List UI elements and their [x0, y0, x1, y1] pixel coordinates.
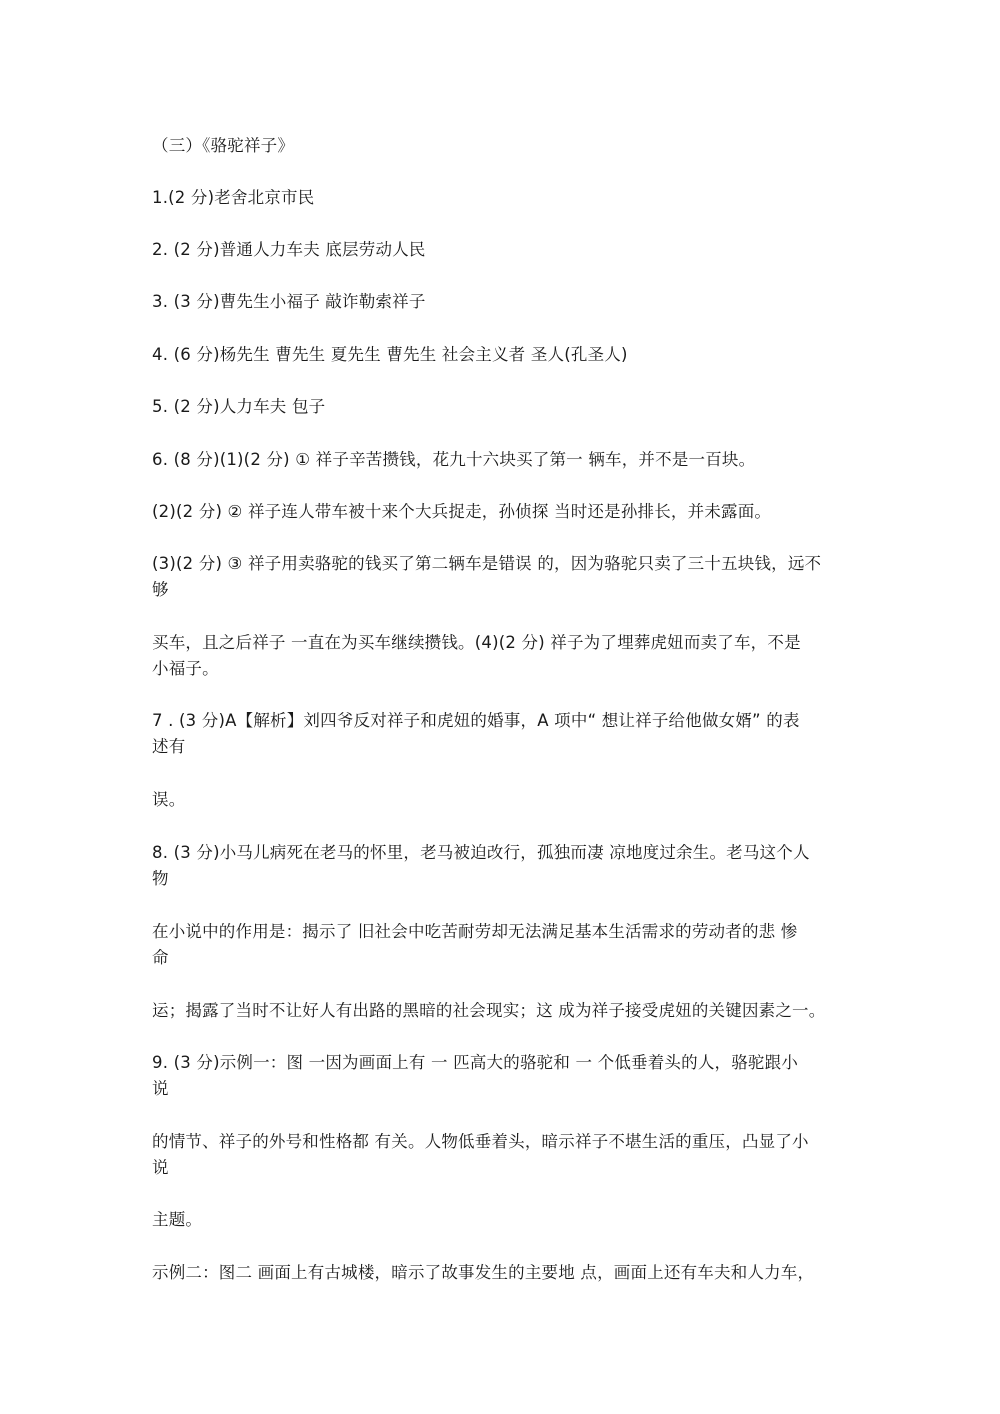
answer-line: 在小说中的作用是：揭示了 旧社会中吃苦耐劳却无法满足基本生活需求的劳动者的悲 惨	[152, 922, 798, 941]
answer-line: 6. (8 分)(1)(2 分) ① 祥子辛苦攒钱，花九十六块买了第一 辆车，并不是一百块。	[152, 450, 756, 469]
section-title: （三）《骆驼祥子》	[152, 136, 295, 155]
answer-line: 误。	[152, 790, 186, 809]
answer-line: 4. (6 分)杨先生 曹先生 夏先生 曹先生 社会主义者 圣人(孔圣人)	[152, 345, 628, 364]
answer-line: 示例二：图二 画面上有古城楼，暗示了故事发生的主要地 点，画面上还有车夫和人力车，	[152, 1263, 815, 1282]
answer-line: 说	[152, 1158, 169, 1177]
answer-line: 物	[152, 869, 169, 888]
answer-line: 2. (2 分)普通人力车夫 底层劳动人民	[152, 240, 426, 259]
answer-line: 述有	[152, 737, 186, 756]
answer-line: 小福子。	[152, 659, 219, 678]
answer-line: 3. (3 分)曹先生小福子 敲诈勒索祥子	[152, 292, 426, 311]
answer-line: (3)(2 分) ③ 祥子用卖骆驼的钱买了第二辆车是错误 的，因为骆驼只卖了三十五块钱，远不	[152, 554, 822, 573]
answer-line: 买车，且之后祥子 一直在为买车继续攒钱。(4)(2 分) 祥子为了埋葬虎妞而卖了车，不是	[152, 633, 801, 652]
answer-line: 够	[152, 580, 169, 599]
answer-line: 5. (2 分)人力车夫 包子	[152, 397, 326, 416]
answer-line: 主题。	[152, 1210, 203, 1229]
answer-line: 7 . (3 分)A【解析】刘四爷反对祥子和虎妞的婚事，A 项中“ 想让祥子给他做女婿” 的表	[152, 711, 800, 730]
answer-line: 9. (3 分)示例一：图 一因为画面上有 一 匹高大的骆驼和 一 个低垂着头的人，骆驼跟小	[152, 1053, 799, 1072]
answer-line: 1.(2 分)老舍北京市民	[152, 188, 315, 207]
answer-line: 说	[152, 1079, 169, 1098]
answer-line: 命	[152, 948, 169, 967]
answer-line: 的情节、祥子的外号和性格都 有关。人物低垂着头，暗示祥子不堪生活的重压，凸显了小	[152, 1132, 809, 1151]
answer-line: 运；揭露了当时不让好人有出路的黑暗的社会现实；这 成为祥子接受虎妞的关键因素之一。	[152, 1001, 826, 1020]
answer-line: (2)(2 分) ② 祥子连人带车被十来个大兵捉走，孙侦探 当时还是孙排长，并未露面。	[152, 502, 772, 521]
answer-line: 8. (3 分)小马儿病死在老马的怀里，老马被迫改行，孤独而凄 凉地度过余生。老马这个人	[152, 843, 810, 862]
